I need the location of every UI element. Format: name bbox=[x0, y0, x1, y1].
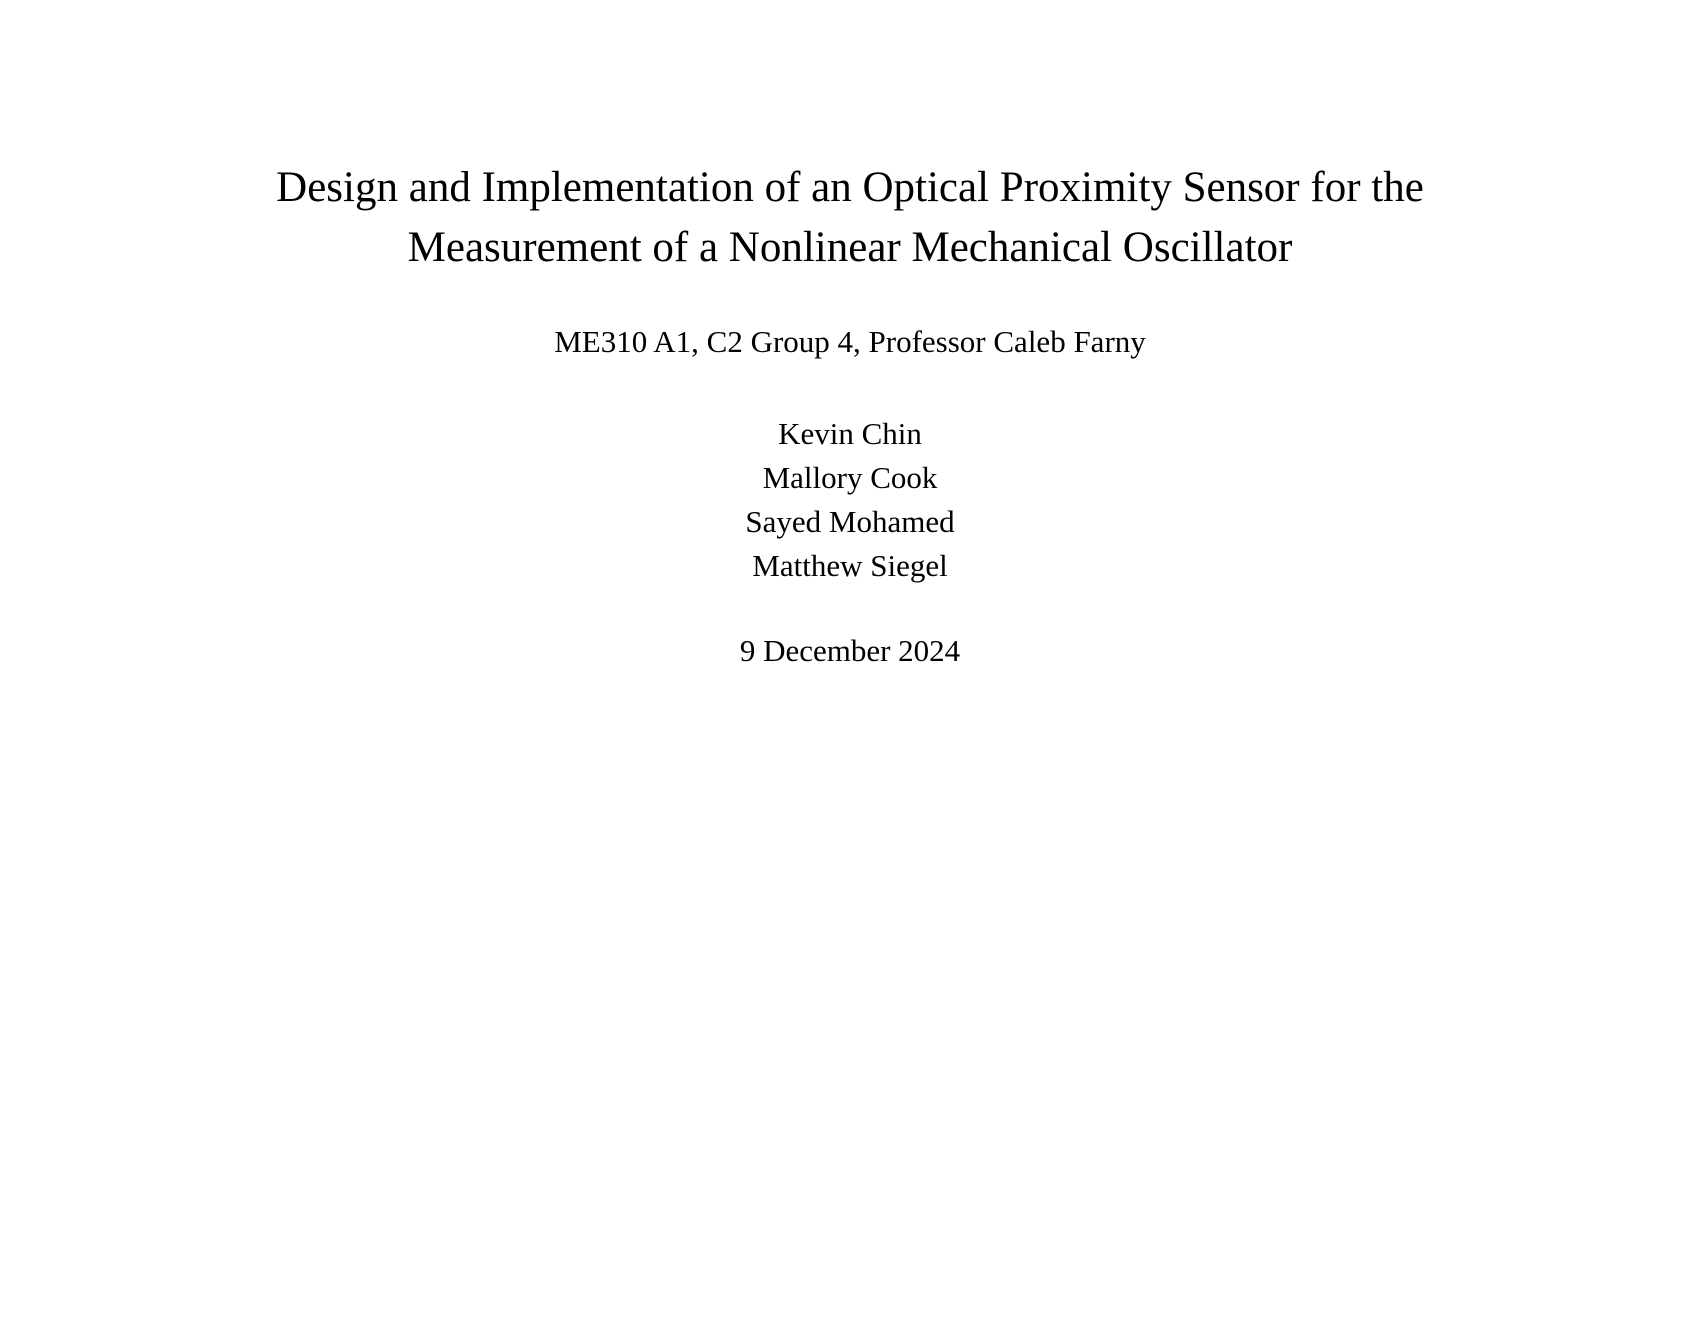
title-line-2: Measurement of a Nonlinear Mechanical Oscillator bbox=[407, 224, 1293, 271]
author-name: Mallory Cook bbox=[762, 460, 938, 495]
author-name: Sayed Mohamed bbox=[745, 504, 955, 539]
document-title bbox=[0, 158, 1700, 278]
document-date: 9 December 2024 bbox=[739, 633, 961, 668]
title-line-1: Design and Implementation of an Optical Proximity Sensor for the bbox=[276, 164, 1424, 211]
course-info: ME310 A1, C2 Group 4, Professor Caleb Farny bbox=[554, 324, 1146, 359]
author-name: Kevin Chin bbox=[778, 416, 922, 451]
author-list bbox=[0, 412, 1700, 588]
author-name: Matthew Siegel bbox=[752, 548, 948, 583]
